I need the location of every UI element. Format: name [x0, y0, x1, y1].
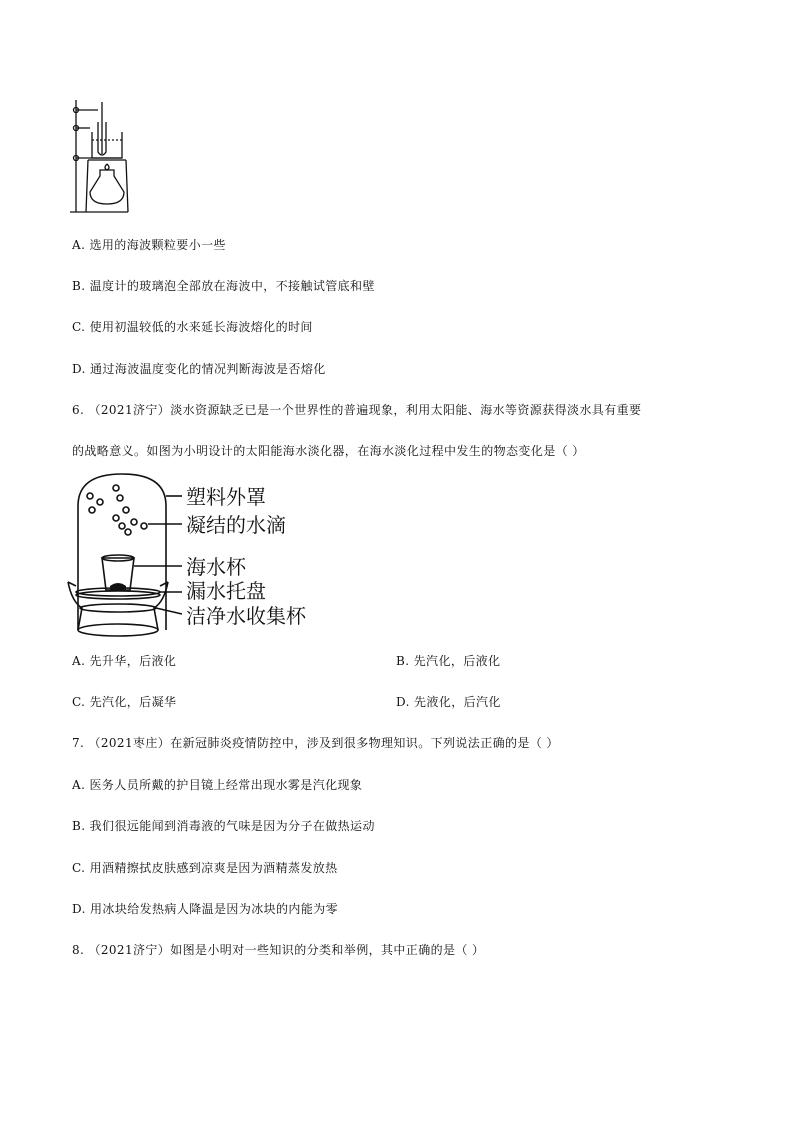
figure-label-cover: 塑料外罩: [186, 485, 266, 509]
figure-label-droplets: 凝结的水滴: [186, 513, 286, 537]
q5-option-a: A. 选用的海波颗粒要小一些: [72, 238, 226, 252]
q6-option-b: B. 先汽化，后液化: [396, 654, 501, 668]
q6-option-d: D. 先液化，后汽化: [396, 695, 501, 709]
q6-option-a: A. 先升华，后液化: [72, 654, 177, 668]
q8-stem: 8. （2021济宁）如图是小明对一些知识的分类和举例，其中正确的是（ ）: [72, 943, 485, 957]
q7-option-b: B. 我们很远能闻到消毒液的气味是因为分子在做热运动: [72, 819, 375, 833]
q7-option-a: A. 医务人员所戴的护目镜上经常出现水雾是汽化现象: [72, 778, 363, 792]
solar-desalinator-figure: [64, 466, 334, 642]
q6-stem-line1: 6. （2021济宁）淡水资源缺乏已是一个世界性的普遍现象，利用太阳能、海水等资源获得淡水具有重要: [72, 403, 642, 417]
melting-apparatus-figure: [68, 96, 134, 216]
q5-option-b: B. 温度计的玻璃泡全部放在海波中，不接触试管底和壁: [72, 279, 375, 293]
q6-stem-line2: 的战略意义。如图为小明设计的太阳能海水淡化器，在海水淡化过程中发生的物态变化是（ ）: [72, 444, 585, 458]
q5-option-c: C. 使用初温较低的水来延长海波熔化的时间: [72, 320, 313, 334]
figure-label-collector: 洁净水收集杯: [186, 604, 306, 628]
figure-label-cup: 海水杯: [186, 555, 246, 579]
q7-stem: 7. （2021枣庄）在新冠肺炎疫情防控中，涉及到很多物理知识。下列说法正确的是（ ）: [72, 736, 559, 750]
q6-option-c: C. 先汽化，后凝华: [72, 695, 177, 709]
q7-option-d: D. 用冰块给发热病人降温是因为冰块的内能为零: [72, 902, 339, 916]
q5-option-d: D. 通过海波温度变化的情况判断海波是否熔化: [72, 362, 326, 376]
figure-label-tray: 漏水托盘: [186, 579, 266, 603]
q7-option-c: C. 用酒精擦拭皮肤感到凉爽是因为酒精蒸发放热: [72, 861, 338, 875]
